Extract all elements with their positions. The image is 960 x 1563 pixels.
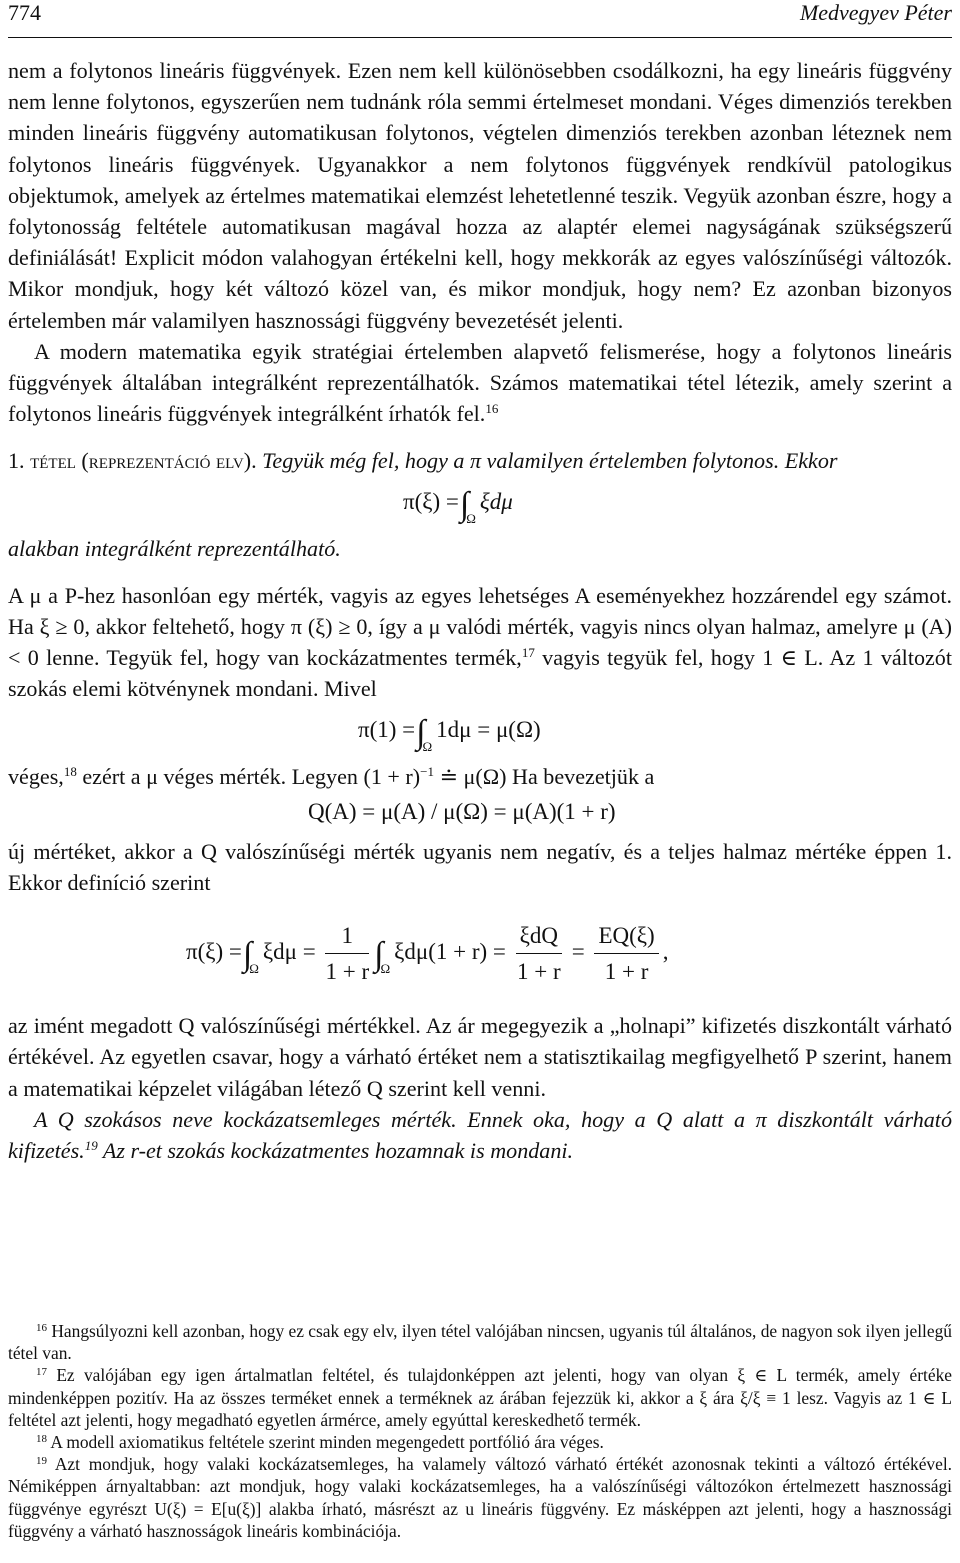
- theorem-statement: [8, 445, 952, 476]
- footnote-16: [8, 1320, 952, 1364]
- eq1-domain: Ω: [466, 510, 476, 526]
- fraction-1-denominator: 1 + r: [325, 959, 370, 985]
- footnote-18: [8, 1431, 952, 1453]
- footnote-19: [8, 1453, 952, 1542]
- fraction-1-numerator: 1: [325, 920, 369, 954]
- footnote-ref-19: 19: [84, 1138, 98, 1154]
- equation-4-formula: [186, 920, 668, 987]
- eq2-domain: Ω: [422, 738, 433, 754]
- eq2-lhs: π(1) =: [358, 716, 416, 742]
- theorem-conclusion: alakban integrálként reprezentálható.: [8, 535, 341, 561]
- paragraph-7: [8, 1104, 952, 1166]
- exponent: −1: [420, 763, 434, 779]
- eq1-integrand: ξdμ: [479, 488, 513, 514]
- theorem-text: Tegyük még fel, hogy a π valamilyen értelemben folytonos. Ekkor: [262, 448, 838, 474]
- paragraph-1: [8, 55, 952, 336]
- footnote-number: 19: [36, 1455, 47, 1468]
- fraction-1: [325, 920, 369, 987]
- paragraph-4-end: ≐ μ(Ω) Ha bevezetjük a: [439, 763, 655, 789]
- eq4-domain-2: Ω: [380, 961, 391, 977]
- equation-3: [8, 792, 952, 836]
- eq1-lhs: π(ξ) =: [403, 488, 459, 514]
- paragraph-4: [8, 761, 952, 792]
- eq4-term1: ξdμ =: [262, 939, 316, 965]
- spacer: [8, 429, 952, 445]
- footnote-number: 18: [36, 1433, 47, 1446]
- paragraph-2-text: A modern matematika egyik stratégiai értelemben alapvető felismerése, hogy a folytonos lineáris függvények általában integrálként reprezentálhatók. Számos matematikai tétel létezik, amely szerint a folytonos lineáris függvények integrálként írhatók fel.: [8, 338, 952, 427]
- spacer: [8, 564, 952, 580]
- eq2-rhs: 1dμ = μ(Ω): [436, 716, 541, 742]
- eq4-domain-1: Ω: [249, 961, 259, 977]
- paragraph-7-cont: Az r-et szokás kockázatmentes hozamnak is mondani.: [102, 1138, 574, 1164]
- fraction-3-denominator: 1 + r: [604, 959, 649, 985]
- footnote-ref-17: 17: [521, 645, 535, 661]
- footnote-ref-18: 18: [63, 763, 77, 779]
- main-text: [8, 55, 952, 1166]
- equation-2: [8, 705, 952, 761]
- paragraph-4-text: véges,: [8, 763, 64, 789]
- equation-4: [8, 898, 952, 1010]
- paragraph-7-text: A Q szokásos neve kockázatsemleges mérték. Ennek oka, hogy a Q alatt a π diszkontált várható kifizetés.: [8, 1106, 952, 1164]
- fraction-2: [516, 920, 562, 987]
- footnote-ref-16: 16: [485, 401, 499, 417]
- fraction-3: [594, 920, 658, 987]
- page-number: 774: [8, 0, 41, 25]
- paragraph-5: új mértéket, akkor a Q valószínűségi mérték ugyanis nem negatív, és a teljes halmaz mértéke éppen 1. Ekkor definíció szerint: [8, 838, 952, 896]
- footnote-text: Hangsúlyozni kell azonban, hogy ez csak egy elv, ilyen tétel valójában nincsen, ugyanis túl általános, de nagyon sok ilyen jellegű tétel van.: [8, 1321, 952, 1364]
- integral-sign: ∫: [242, 936, 253, 974]
- footnote-17: [8, 1364, 952, 1431]
- equation-3-formula: Q(A) = μ(A) / μ(Ω) = μ(A)(1 + r): [308, 798, 616, 824]
- integral-sign: ∫: [374, 936, 384, 974]
- paragraph-6: az imént megadott Q valószínűségi mértékkel. Az ár megegyezik a „holnapi” kifizetés diszkontált várható értékével. Az egyetlen csavar, hogy a várható értéket nem a statisztikailag megfigyelhető P szerint, hanem a matematikai képzelet világában létező Q szerint kell venni.: [8, 1013, 952, 1101]
- equation-1: [8, 477, 952, 533]
- theorem-label: 1. tétel (reprezentáció elv).: [8, 448, 257, 474]
- paragraph-3-text: A μ a P-hez hasonlóan egy mérték, vagyis az egyes lehetséges A eseményekhez hozzárendel egy számot. Ha ξ ≥ 0, akkor feltehető, hogy π (ξ) ≥ 0, így a μ valódi mérték, vagyis nincs olyan halmaz, amelyre μ (A) < 0 lenne. Tegyük fel, hogy van kockázatmentes termék,: [8, 582, 952, 671]
- eq4-equals: =: [571, 939, 585, 965]
- paragraph-1-text: nem a folytonos lineáris függvények. Ezen nem kell különösebben csodálkozni, ha egy lineáris függvény nem lenne folytonos, egyszerűen nem tudnánk róla semmi értelmeset mondani. Véges dimenziós terekben minden lineáris függvény automatikusan folytonos, végtelen dimenziós terekben azonban léteznek nem folytonos lineáris függvények. Ugyanakkor a nem folytonos függvények rendkívül patologikus objektumok, amelyek az értelmes matematikai elemzést lehetetlenné teszik. Vegyük azonban észre, hogy a folytonosság feltétele automatikusan magával hozza az alaptér elemei nagyságának szükségszerű definiálását! Explicit módon valahogyan értékelni kell, hogy mekkorák az egyes valószínűségi változók. Mikor mondjuk, hogy két változó közel van, és mikor mondjuk, hogy nem? Ez azonban bizonyos értelemben már valamilyen hasznossági függvény bevezetését jelenti.: [8, 58, 952, 333]
- paragraph-4-mid: ezért a μ véges mérték. Legyen (1 + r): [82, 763, 421, 789]
- equation-2-formula: [358, 711, 541, 754]
- paragraph-2: [8, 336, 952, 430]
- paragraph-3-cont: vagyis tegyük fel, hogy 1 ∈ L. Az 1 változót szokás elemi kötvénynek mondani. Mivel: [8, 645, 952, 702]
- footnote-text: A modell axiomatikus feltétele szerint minden megengedett portfólió ára véges.: [50, 1432, 604, 1453]
- equation-1-formula: [403, 483, 513, 526]
- running-title: Medvegyev Péter: [799, 0, 952, 25]
- fraction-3-numerator: EQ(ξ): [594, 920, 658, 954]
- footnote-number: 17: [36, 1366, 47, 1379]
- integral-sign: ∫: [459, 485, 470, 523]
- fraction-2-numerator: ξdQ: [516, 920, 562, 954]
- eq4-trailing-comma: ,: [662, 939, 669, 965]
- footnote-number: 16: [36, 1322, 47, 1334]
- header-rule: [8, 37, 952, 38]
- eq4-term2: ξdμ(1 + r) =: [394, 939, 506, 965]
- running-header: [8, 0, 952, 34]
- footnotes: [8, 1320, 952, 1542]
- fraction-2-denominator: 1 + r: [516, 959, 561, 985]
- footnote-text: Azt mondjuk, hogy valaki kockázatsemleges, ha valamely változó várható értékét azonosnak tekinti a változó értékével. Némiképpen árnyaltabban: azt mondjuk, hogy valaki kockázatsemleges, ha a valószínűségi változókon értelmezett hasznossági függvénye egyrészt U(ξ) = E[u(ξ)] alakba írható, másrészt az u lineáris függvény. Ez másképpen azt jelenti, hogy a hasznossági függvény a várható hasznosságok lineáris kombinációja.: [8, 1454, 953, 1541]
- integral-sign: ∫: [416, 713, 426, 751]
- footnote-text: Ez valójában egy igen ártalmatlan feltétel, és tulajdonképpen azt jelenti, hogy van olyan ξ ∈ L termék, amely értéke mindenképpen pozitív. Ha az összes terméket ennek a terméknek az árában fejezzük ki, akkor a ξ ára ξ/ξ ≡ 1 lesz. Vagyis az 1 ∈ L feltétel azt jelenti, hogy megadható egyetlen ármérce, amely egyúttal kereskedhető termék.: [8, 1365, 953, 1430]
- eq4-lhs: π(ξ) =: [186, 939, 242, 965]
- paragraph-3: [8, 580, 952, 705]
